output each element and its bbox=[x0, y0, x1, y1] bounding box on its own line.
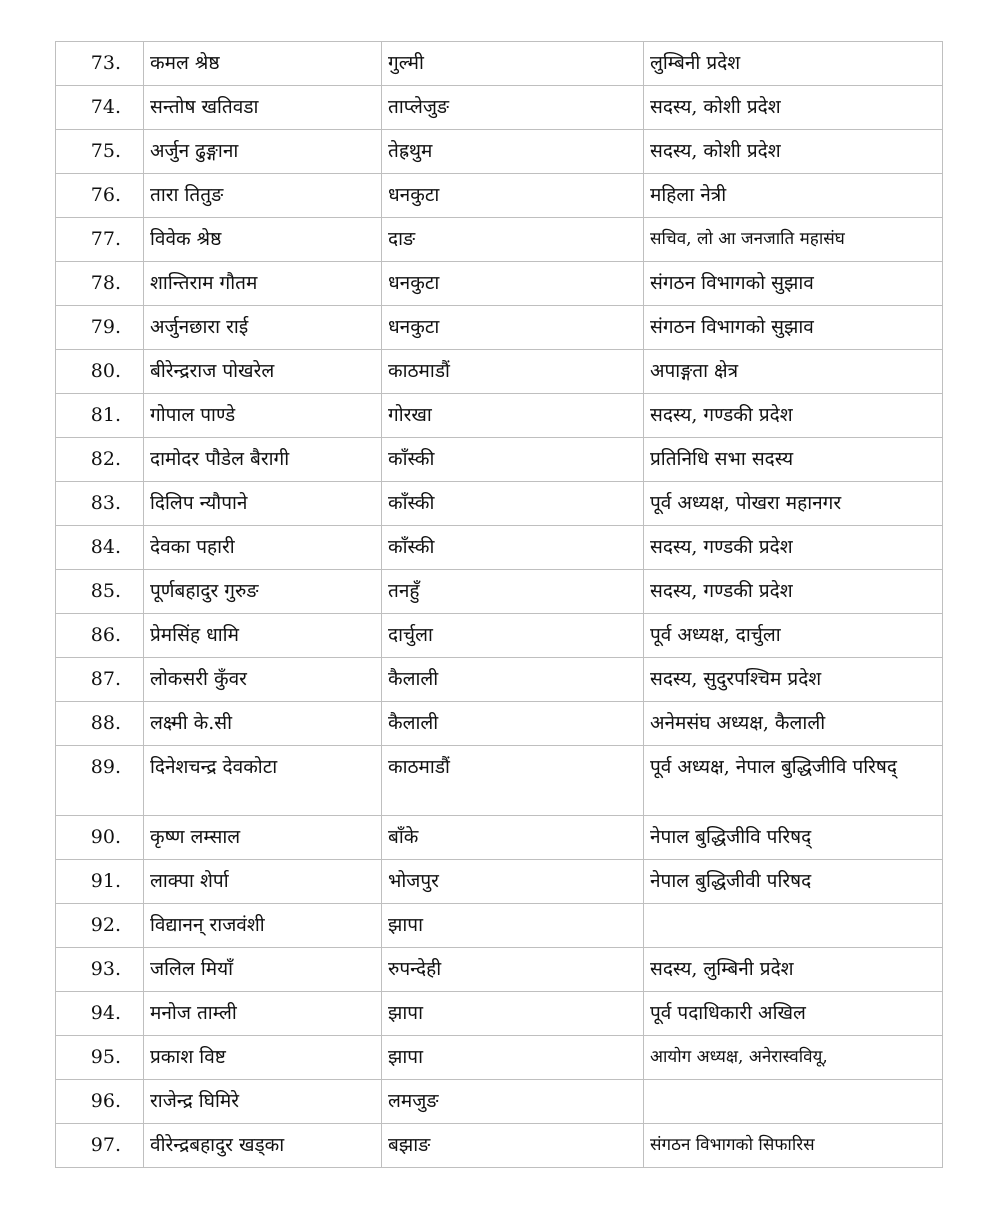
member-remark: महिला नेत्री bbox=[644, 174, 943, 218]
member-remark: पूर्व अध्यक्ष, पोखरा महानगर bbox=[644, 482, 943, 526]
row-number: 86. bbox=[56, 614, 144, 658]
member-remark: सचिव, लो आ जनजाति महासंघ bbox=[644, 218, 943, 262]
row-number: 93. bbox=[56, 948, 144, 992]
member-district: दार्चुला bbox=[382, 614, 644, 658]
member-name: जलिल मियाँ bbox=[144, 948, 382, 992]
member-district: काँस्की bbox=[382, 526, 644, 570]
member-district: काठमाडौं bbox=[382, 350, 644, 394]
member-district: काँस्की bbox=[382, 438, 644, 482]
member-district: तेह्रथुम bbox=[382, 130, 644, 174]
member-district: भोजपुर bbox=[382, 860, 644, 904]
table-row bbox=[56, 746, 943, 816]
member-name: देवका पहारी bbox=[144, 526, 382, 570]
member-name: अर्जुनछारा राई bbox=[144, 306, 382, 350]
member-district: काठमाडौं bbox=[382, 746, 644, 816]
row-number: 74. bbox=[56, 86, 144, 130]
table-row bbox=[56, 262, 943, 306]
member-remark: संगठन विभागको सुझाव bbox=[644, 262, 943, 306]
member-remark: अनेमसंघ अध्यक्ष, कैलाली bbox=[644, 702, 943, 746]
member-district: झापा bbox=[382, 1036, 644, 1080]
row-number: 82. bbox=[56, 438, 144, 482]
row-number: 81. bbox=[56, 394, 144, 438]
member-district: धनकुटा bbox=[382, 174, 644, 218]
table-row bbox=[56, 816, 943, 860]
member-remark: सदस्य, कोशी प्रदेश bbox=[644, 130, 943, 174]
row-number: 78. bbox=[56, 262, 144, 306]
row-number: 77. bbox=[56, 218, 144, 262]
member-remark: पूर्व अध्यक्ष, दार्चुला bbox=[644, 614, 943, 658]
member-list-body bbox=[56, 42, 943, 1168]
member-district: कैलाली bbox=[382, 702, 644, 746]
table-row bbox=[56, 438, 943, 482]
table-row bbox=[56, 306, 943, 350]
row-number: 92. bbox=[56, 904, 144, 948]
member-district: रुपन्देही bbox=[382, 948, 644, 992]
member-remark: पूर्व अध्यक्ष, नेपाल बुद्धिजीवि परिषद् bbox=[644, 746, 943, 816]
row-number: 89. bbox=[56, 746, 144, 816]
member-remark: सदस्य, गण्डकी प्रदेश bbox=[644, 394, 943, 438]
table-row bbox=[56, 658, 943, 702]
member-name: प्रकाश विष्ट bbox=[144, 1036, 382, 1080]
member-remark: अपाङ्गता क्षेत्र bbox=[644, 350, 943, 394]
member-name: कमल श्रेष्ठ bbox=[144, 42, 382, 86]
table-row bbox=[56, 1036, 943, 1080]
member-name: सन्तोष खतिवडा bbox=[144, 86, 382, 130]
row-number: 91. bbox=[56, 860, 144, 904]
member-district: बझाङ bbox=[382, 1124, 644, 1168]
table-row bbox=[56, 42, 943, 86]
member-remark: सदस्य, कोशी प्रदेश bbox=[644, 86, 943, 130]
row-number: 95. bbox=[56, 1036, 144, 1080]
row-number: 83. bbox=[56, 482, 144, 526]
member-name: लक्ष्मी के.सी bbox=[144, 702, 382, 746]
table-row bbox=[56, 992, 943, 1036]
member-name: तारा तितुङ bbox=[144, 174, 382, 218]
table-row bbox=[56, 482, 943, 526]
member-name: अर्जुन ढुङ्गाना bbox=[144, 130, 382, 174]
member-remark: नेपाल बुद्धिजीवि परिषद् bbox=[644, 816, 943, 860]
member-name: बीरेन्द्रराज पोखरेल bbox=[144, 350, 382, 394]
member-name: गोपाल पाण्डे bbox=[144, 394, 382, 438]
member-remark: सदस्य, गण्डकी प्रदेश bbox=[644, 570, 943, 614]
member-remark: सदस्य, सुदुरपश्चिम प्रदेश bbox=[644, 658, 943, 702]
member-name: विवेक श्रेष्ठ bbox=[144, 218, 382, 262]
member-district: झापा bbox=[382, 904, 644, 948]
member-district: झापा bbox=[382, 992, 644, 1036]
row-number: 96. bbox=[56, 1080, 144, 1124]
member-district: काँस्की bbox=[382, 482, 644, 526]
member-remark: सदस्य, गण्डकी प्रदेश bbox=[644, 526, 943, 570]
member-remark: पूर्व पदाधिकारी अखिल bbox=[644, 992, 943, 1036]
table-row bbox=[56, 860, 943, 904]
member-name: वीरेन्द्रबहादुर खड्का bbox=[144, 1124, 382, 1168]
row-number: 84. bbox=[56, 526, 144, 570]
table-row bbox=[56, 614, 943, 658]
table-row bbox=[56, 130, 943, 174]
member-district: धनकुटा bbox=[382, 306, 644, 350]
table-row bbox=[56, 904, 943, 948]
member-remark: संगठन विभागको सुझाव bbox=[644, 306, 943, 350]
row-number: 87. bbox=[56, 658, 144, 702]
row-number: 94. bbox=[56, 992, 144, 1036]
member-name: विद्यानन् राजवंशी bbox=[144, 904, 382, 948]
member-district: गुल्मी bbox=[382, 42, 644, 86]
row-number: 97. bbox=[56, 1124, 144, 1168]
member-name: राजेन्द्र घिमिरे bbox=[144, 1080, 382, 1124]
table-row bbox=[56, 86, 943, 130]
member-district: धनकुटा bbox=[382, 262, 644, 306]
table-row bbox=[56, 948, 943, 992]
member-remark: सदस्य, लुम्बिनी प्रदेश bbox=[644, 948, 943, 992]
member-district: ताप्लेजुङ bbox=[382, 86, 644, 130]
member-name: शान्तिराम गौतम bbox=[144, 262, 382, 306]
row-number: 73. bbox=[56, 42, 144, 86]
row-number: 90. bbox=[56, 816, 144, 860]
member-name: दिनेशचन्द्र देवकोटा bbox=[144, 746, 382, 816]
member-remark bbox=[644, 1080, 943, 1124]
table-row bbox=[56, 394, 943, 438]
member-remark: संगठन विभागको सिफारिस bbox=[644, 1124, 943, 1168]
member-name: लोकसरी कुँवर bbox=[144, 658, 382, 702]
member-district: तनहुँ bbox=[382, 570, 644, 614]
member-remark: प्रतिनिधि सभा सदस्य bbox=[644, 438, 943, 482]
member-remark: आयोग अध्यक्ष, अनेरास्ववियू, bbox=[644, 1036, 943, 1080]
row-number: 79. bbox=[56, 306, 144, 350]
member-remark: लुम्बिनी प्रदेश bbox=[644, 42, 943, 86]
table-row bbox=[56, 174, 943, 218]
member-name: पूर्णबहादुर गुरुङ bbox=[144, 570, 382, 614]
member-district: दाङ bbox=[382, 218, 644, 262]
member-name: प्रेमसिंह धामि bbox=[144, 614, 382, 658]
table-row bbox=[56, 1124, 943, 1168]
member-list-table bbox=[55, 41, 943, 1168]
row-number: 88. bbox=[56, 702, 144, 746]
member-name: मनोज ताम्ली bbox=[144, 992, 382, 1036]
table-row bbox=[56, 350, 943, 394]
table-row bbox=[56, 218, 943, 262]
row-number: 75. bbox=[56, 130, 144, 174]
row-number: 85. bbox=[56, 570, 144, 614]
member-remark: नेपाल बुद्धिजीवी परिषद bbox=[644, 860, 943, 904]
member-name: दामोदर पौडेल बैरागी bbox=[144, 438, 382, 482]
table-row bbox=[56, 702, 943, 746]
member-remark bbox=[644, 904, 943, 948]
member-name: कृष्ण लम्साल bbox=[144, 816, 382, 860]
table-row bbox=[56, 1080, 943, 1124]
table-row bbox=[56, 526, 943, 570]
member-name: दिलिप न्यौपाने bbox=[144, 482, 382, 526]
member-district: कैलाली bbox=[382, 658, 644, 702]
member-district: गोरखा bbox=[382, 394, 644, 438]
row-number: 80. bbox=[56, 350, 144, 394]
member-district: बाँके bbox=[382, 816, 644, 860]
row-number: 76. bbox=[56, 174, 144, 218]
member-district: लमजुङ bbox=[382, 1080, 644, 1124]
table-row bbox=[56, 570, 943, 614]
member-name: लाक्पा शेर्पा bbox=[144, 860, 382, 904]
